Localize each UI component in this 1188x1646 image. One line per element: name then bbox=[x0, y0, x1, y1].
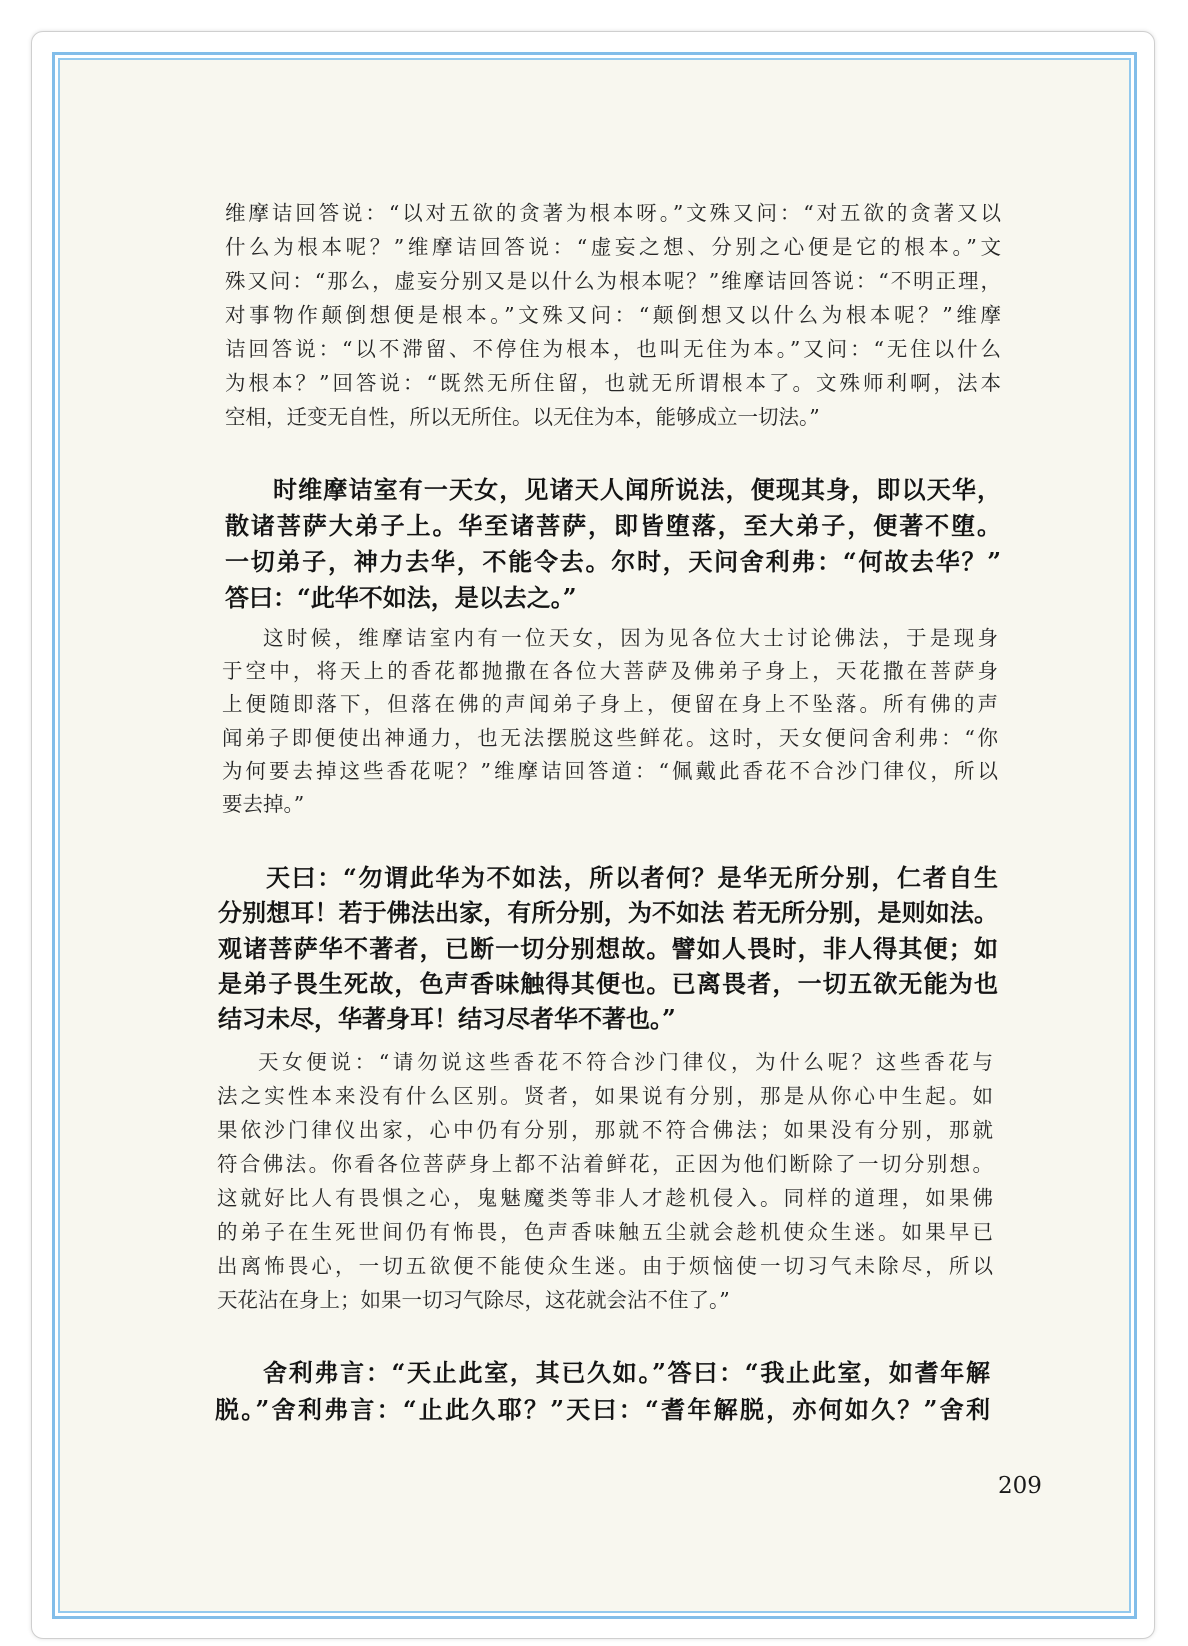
sutra-line: 结习未尽，华著身耳！结习尽者华不著也。” bbox=[218, 1004, 676, 1034]
sutra-line: 答曰：“此华不如法，是以去之。” bbox=[225, 583, 577, 612]
commentary-line: 维摩诘回答说：“以对五欲的贪著为根本呀。”文殊又问：“对五欲的贪著又以 bbox=[225, 201, 1001, 225]
commentary-line: 空相，迁变无自性，所以无所住。以无住为本，能够成立一切法。” bbox=[225, 405, 820, 429]
commentary-line: 果依沙门律仪出家，心中仍有分别，那就不符合佛法；如果没有分别，那就 bbox=[217, 1118, 993, 1142]
commentary-line: 殊又问：“那么，虚妄分别又是以什么为根本呢？”维摩诘回答说：“不明正理， bbox=[225, 269, 1001, 293]
commentary-line: 天花沾在身上；如果一切习气除尽，这花就会沾不住了。” bbox=[217, 1288, 730, 1312]
sutra-line: 天曰：“勿谓此华为不如法，所以者何？是华无所分别，仁者自生 bbox=[266, 863, 998, 892]
sutra-line: 一切弟子，神力去华，不能令去。尔时，天问舍利弗：“何故去华？” bbox=[225, 547, 1001, 576]
commentary-line: 上便随即落下，但落在佛的声闻弟子身上，便留在身上不坠落。所有佛的声 bbox=[222, 692, 998, 717]
sutra-line: 脱。”舍利弗言：“止此久耶？”天曰：“耆年解脱，亦何如久？”舍利 bbox=[215, 1395, 990, 1424]
commentary-line: 符合佛法。你看各位菩萨身上都不沾着鲜花，正因为他们断除了一切分别想。 bbox=[217, 1152, 993, 1176]
commentary-line: 的弟子在生死世间仍有怖畏，色声香味触五尘就会趁机使众生迷。如果早已 bbox=[217, 1220, 993, 1244]
commentary-line: 于空中，将天上的香花都抛撒在各位大菩萨及佛弟子身上，天花撒在菩萨身 bbox=[222, 659, 998, 684]
sutra-line: 散诸菩萨大弟子上。华至诸菩萨，即皆堕落，至大弟子，便著不堕。 bbox=[225, 511, 1001, 540]
sutra-line: 时维摩诘室有一天女，见诸天人闻所说法，便现其身，即以天华， bbox=[273, 475, 1001, 504]
commentary-line: 为何要去掉这些香花呢？”维摩诘回答道：“佩戴此香花不合沙门律仪，所以 bbox=[222, 758, 998, 783]
sutra-paragraph bbox=[225, 472, 1001, 616]
sutra-paragraph bbox=[215, 1354, 990, 1428]
commentary-line: 为根本？”回答说：“既然无所住留，也就无所谓根本了。文殊师利啊，法本 bbox=[225, 371, 1001, 395]
commentary-paragraph bbox=[217, 1045, 993, 1317]
commentary-line: 天女便说：“请勿说这些香花不符合沙门律仪，为什么呢？这些香花与 bbox=[258, 1050, 993, 1074]
page-number: 209 bbox=[998, 1473, 1042, 1499]
commentary-line: 出离怖畏心，一切五欲便不能使众生迷。由于烦恼使一切习气未除尽，所以 bbox=[217, 1254, 993, 1278]
commentary-line: 这就好比人有畏惧之心，鬼魅魔类等非人才趁机侵入。同样的道理，如果佛 bbox=[217, 1186, 993, 1210]
sutra-paragraph bbox=[218, 860, 998, 1036]
commentary-paragraph bbox=[222, 622, 998, 821]
commentary-paragraph bbox=[225, 196, 1001, 434]
commentary-line: 诘回答说：“以不滞留、不停住为根本，也叫无住为本。”又问：“无住以什么 bbox=[225, 337, 1001, 361]
commentary-line: 闻弟子即便使出神通力，也无法摆脱这些鲜花。这时，天女便问舍利弗：“你 bbox=[222, 725, 998, 750]
sutra-line: 观诸菩萨华不著者，已断一切分别想故。譬如人畏时，非人得其便；如 bbox=[218, 933, 998, 963]
commentary-line: 什么为根本呢？”维摩诘回答说：“虚妄之想、分别之心便是它的根本。”文 bbox=[225, 235, 1001, 259]
sutra-line: 舍利弗言：“天止此室，其已久如。”答曰：“我止此室，如耆年解 bbox=[263, 1358, 990, 1387]
commentary-line: 法之实性本来没有什么区别。贤者，如果说有分别，那是从你心中生起。如 bbox=[217, 1084, 993, 1108]
commentary-line: 这时候，维摩诘室内有一位天女，因为见各位大士讨论佛法，于是现身 bbox=[263, 626, 998, 650]
sutra-line: 分别想耳！若于佛法出家，有所分别，为不如法 若无所分别，是则如法。 bbox=[218, 898, 998, 928]
sutra-line: 是弟子畏生死故，色声香味触得其便也。已离畏者，一切五欲无能为也 bbox=[218, 968, 998, 998]
commentary-line: 对事物作颠倒想便是根本。”文殊又问：“颠倒想又以什么为根本呢？”维摩 bbox=[225, 303, 1001, 327]
commentary-line: 要去掉。” bbox=[222, 792, 305, 817]
